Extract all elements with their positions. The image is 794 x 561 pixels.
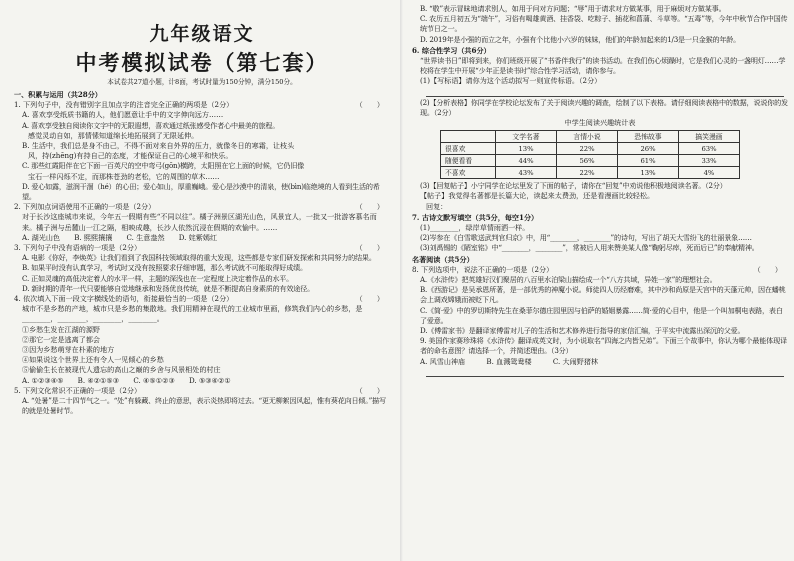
answer-bracket: （ ） bbox=[355, 100, 384, 110]
text-line: D.《傅雷家书》是翻译家傅雷对儿子的生活和艺术修养进行指导的家信汇编，于平实中流露出深沉的父爱。 bbox=[420, 326, 745, 336]
text-line: A.《水浒传》把英雄好汉们聚居的八百里水泊梁山描绘成一个“八方共域，异姓一家”的理想社会。 bbox=[420, 275, 717, 285]
table-header-cell: 恐怖故事 bbox=[618, 131, 679, 143]
text-line: A. 风雪山神庙 B. 血溅鸳鸯楼 C. 大闹野猪林 bbox=[420, 356, 599, 366]
question-line bbox=[412, 265, 788, 275]
table-cell: 22% bbox=[557, 143, 618, 155]
text-line: C. 那些红霞阳伴在它下面一百英尺的空中弯弓(gōn)横跨，太阳照在它上面的时候，它仍旧像 bbox=[22, 161, 305, 171]
question-text: 1. 下列句子中，没有错别字且加点字的注音完全正确的两项是（2分） bbox=[14, 100, 234, 110]
section-heading: 6. 综合性学习（共6分） bbox=[412, 45, 491, 55]
answer-line bbox=[426, 367, 784, 377]
text-line: A. ①②③④⑤ B. ④②①⑤③ C. ④⑤①②③ D. ⑤③④②① bbox=[22, 375, 231, 385]
question-line bbox=[14, 386, 390, 396]
table-cell: 26% bbox=[618, 143, 679, 155]
text-line: ②那它一定是逃离了都会 bbox=[22, 334, 101, 344]
text-line: A. 湖光山色 B. 熙熙攘攘 C. 生意盎然 D. 姹紫嫣红 bbox=[22, 232, 218, 242]
text-line: (1)【写标语】请你为这个活动拟写一则宣传标语。（2分） bbox=[420, 76, 602, 86]
table-header-cell bbox=[441, 131, 496, 143]
table-header-cell: 言情小说 bbox=[557, 131, 618, 143]
text-line: (3)刘禹锡的《陋室铭》中“________，________”，常被后人用来赞美某人像“鞠躬尽瘁，死而后已”的奉献精神。 bbox=[420, 243, 759, 253]
table-cell: 不喜欢 bbox=[441, 167, 496, 179]
text-line: D. 2019年是小强的而立之年，小强有个比他小六岁的妹妹，他们的年龄加起来的1/3是一只金猴的年龄。 bbox=[420, 34, 741, 44]
answer-bracket: （ ） bbox=[355, 294, 384, 304]
reading-interest-table bbox=[440, 130, 740, 179]
text-line: (2)岑参在《白雪歌送武判官归京》中，用“________，________”的诗句，写出了胡天大雪纷飞的壮丽景象…… bbox=[420, 233, 752, 243]
text-line: B. 如果平时没有认真学习，考试时又没有按照要求仔细审题，那么考试就不可能取得好成绩。 bbox=[22, 263, 307, 273]
table-row bbox=[441, 143, 740, 155]
text-line: C. 农历五月初五为“端午”，习俗有喝雄黄酒、挂香袋、吃粽子、插花和菖蒲、斗草等。“五毒”等，今年中秋节合作中国传统节日之一。 bbox=[420, 14, 788, 34]
table-cell: 13% bbox=[618, 167, 679, 179]
text-line: 城市不是乡愁的产地，城市只是乡愁的集散地。我们用精神在现代的工业城市里画，修筑我们内心的乡愁，是________，________，________，________。 bbox=[22, 304, 363, 324]
table-header-row bbox=[441, 131, 740, 143]
text-line: 宝石一样闪烁不定，而那株苍劲的老松，它的周围的草木…… bbox=[28, 171, 220, 181]
text-line: ⑤偷偷生长在被现代人遗忘的高山之巅的乡舍与风景相处的村庄 bbox=[22, 365, 221, 375]
text-line: (3)【回复帖子】小宁同学在论坛里发了下面的帖子，请你在“回复”中劝说他积极地阅读名著。（2分） bbox=[420, 181, 727, 191]
page-fold bbox=[400, 0, 403, 561]
table-cell: 随便看看 bbox=[441, 155, 496, 167]
text-line: 对于长沙这座城市来说，今年五一假期有些“不同以往”。橘子洲景区湖光山色，风景宜人，一批又一批游客慕名而来。橘子洲与岳麓山一江之隔，相映成趣，长沙人依然沉浸在假期的欢愉中。…… bbox=[22, 212, 377, 232]
section-heading: 7. 古诗文默写填空（共5分，每空1分） bbox=[412, 212, 539, 222]
exam-subtitle: 中考模拟试卷（第七套） bbox=[75, 50, 329, 75]
table-caption: 中学生阅读兴趣统计表 bbox=[564, 118, 636, 128]
table-cell: 13% bbox=[496, 143, 557, 155]
text-line: D. 爱心如露，滋润干涸（hé）的心田；爱心如山，厚重巍峨。爱心是沙漠中的清泉，使(bìn)临绝境的人看到生活的希望。 bbox=[22, 181, 380, 202]
text-line: “世界读书日”即将到来，你们班级开展了“书香伴我行”的读书活动。在我们伤心烦躁时，它是我们心灵的一盏明灯……学校将在学生中开展“少年正是读书时”综合性学习活动，请你参与。 bbox=[420, 56, 786, 76]
text-line: (2)【分析表格】你同学在学校论坛发布了关于阅读兴趣的调查，绘制了以下表格。请仔细阅读表格中的数据，说说你的发现。（2分） bbox=[420, 97, 788, 117]
text-line: C.《简·爱》中的罗切斯特先生在桑菲尔德庄园里因与伯萨的婚姻暴露……简·爱的心目中，他是一个叫加桐电表路，表白了爱意。 bbox=[420, 305, 783, 325]
right-column bbox=[412, 4, 788, 378]
table-cell: 43% bbox=[496, 167, 557, 179]
text-line: A. “处暑”是二十四节气之一。“处”有躲藏、终止的意思，表示炎热即将过去。“更无柳絮因风起，惟有葵花向日倾。”描写的就是处暑时节。 bbox=[22, 396, 386, 416]
answer-bracket: （ ） bbox=[753, 264, 782, 274]
text-line: 感觉灵动自如，那情愫知道绵长地拓展到了无限延伸。 bbox=[28, 130, 199, 140]
question-text: 3. 下列句子中没有语病的一项是（2分） bbox=[14, 243, 142, 253]
section-heading: 一、积累与运用（共28分） bbox=[14, 90, 102, 99]
right-body-top bbox=[412, 4, 788, 118]
text-line: A. 喜欢享受纸质书籍的人，他们愿意让手中的文字伸向远方…… bbox=[22, 110, 224, 120]
text-line: ③因为乡愁萌芽在朴素的地方 bbox=[22, 345, 115, 355]
text-line: A. 喜欢享受独自阅读你文字中的无限遐想，喜欢通过纸张感受作者心中最美的旅程。 bbox=[22, 120, 280, 130]
text-line: B.《西游记》是吴承恩所著，是一部优秀的神魔小说。师徒四人历经磨难，其中沙和尚原是天宫中的天蓬元帅，因在蟠桃会上调戏嫦娥而被贬下凡。 bbox=[420, 285, 786, 305]
text-line: ④如果说这个世界上还有令人一见倾心的乡愁 bbox=[22, 355, 164, 365]
text-line: D. 新时期的青年一代只要能够自觉地继承和发扬优良传统，就是不断提高自身素质的有效途径。 bbox=[22, 283, 314, 293]
table-cell: 33% bbox=[679, 155, 740, 167]
table-cell: 4% bbox=[679, 167, 740, 179]
answer-bracket: （ ） bbox=[355, 385, 384, 395]
text-line: B. 生活中，我们总是身不由己，不得不面对来自外界的压力，就像冬日的寒霜，让枝头 bbox=[22, 141, 295, 151]
exam-title: 九年级语文 bbox=[149, 23, 255, 45]
text-line: (1)________，绿岸草情雨洒一样。 bbox=[420, 223, 530, 233]
table-row bbox=[441, 167, 740, 179]
table-cell: 61% bbox=[618, 155, 679, 167]
left-body bbox=[14, 90, 390, 417]
question-line bbox=[14, 202, 390, 212]
table-cell: 44% bbox=[496, 155, 557, 167]
right-body-bottom bbox=[412, 181, 788, 377]
text-line: 回复： bbox=[426, 201, 448, 211]
exam-note: 本试卷共27道小题，计8面，考试时量为150分钟，满分150分。 bbox=[107, 78, 297, 86]
question-line bbox=[14, 100, 390, 110]
question-text: 5. 下列文化常识不正确的一项是（2分） bbox=[14, 385, 142, 395]
table-header-cell: 文学名著 bbox=[496, 131, 557, 143]
text-line: 9. 美国作家赛珍珠将《水浒传》翻译成英文时，为小说取名“四海之内皆兄弟”。下面三个故事中，你认为哪个最能体现译者的命名意图？请选择一个，并简述理由。（3分） bbox=[420, 336, 787, 356]
answer-bracket: （ ） bbox=[355, 202, 384, 212]
table-header-cell: 搞笑漫画 bbox=[679, 131, 740, 143]
text-line: C. 正如灵魂的高低决定着人的水平一样，主题的深浅也在一定程度上决定着作品的水平。 bbox=[22, 273, 294, 283]
answer-bracket: （ ） bbox=[355, 243, 384, 253]
table-body bbox=[441, 143, 740, 179]
left-column bbox=[14, 22, 390, 417]
table-cell: 很喜欢 bbox=[441, 143, 496, 155]
question-text: 8. 下列选项中，说法不正确的一项是（2分） bbox=[412, 264, 554, 274]
question-line bbox=[14, 243, 390, 253]
question-line bbox=[14, 294, 390, 304]
question-text: 4. 依次填入下面一段文字横线处的语句，衔接最恰当的一项是（2分） bbox=[14, 294, 234, 304]
text-line: A. 电影《你好，李焕英》让我们看到了我国科技领域取得的重大发现，这些都是专家们研发探索和共同努力的结果。 bbox=[22, 253, 376, 263]
question-text: 2. 下列加点词语使用不正确的一项是（2分） bbox=[14, 202, 156, 212]
text-line: 【帖子】我觉得名著都是长篇大论，读起来太费劲，还是看漫画比较轻松。 bbox=[420, 191, 655, 201]
table-cell: 63% bbox=[679, 143, 740, 155]
table-cell: 22% bbox=[557, 167, 618, 179]
table-cell: 56% bbox=[557, 155, 618, 167]
text-line: 风，持(zhēng)有持自己的态度，才能保证自己的心境平和快乐。 bbox=[28, 151, 233, 161]
text-line: B. “敬”表示冒昧地请求别人，如用于问对方问题；“辱”用于请求对方做某事，用于麻烦对方做某事。 bbox=[420, 4, 726, 13]
section-heading: 名著阅读（共5分） bbox=[412, 254, 474, 264]
text-line: ①乡愁生发在江湖的源野 bbox=[22, 324, 101, 334]
answer-line bbox=[426, 87, 784, 97]
table-row bbox=[441, 155, 740, 167]
